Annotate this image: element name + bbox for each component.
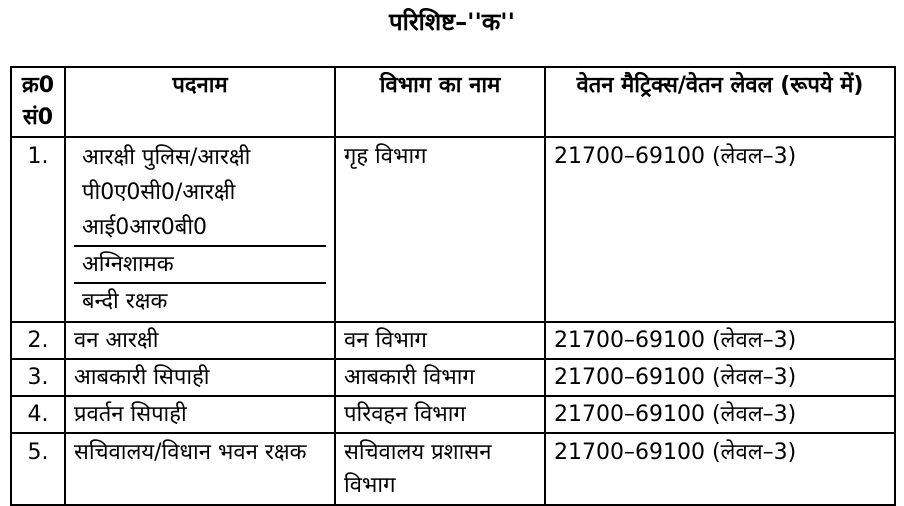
post-name-cell: आबकारी सिपाही: [65, 359, 335, 396]
posts-table: [10, 66, 896, 506]
header-post-name: पदनाम: [65, 67, 335, 137]
serial-number-cell: 1.: [11, 137, 65, 322]
table-row: [11, 322, 895, 359]
serial-number-cell: 3.: [11, 359, 65, 396]
pay-level-cell: 21700–69100 (लेवल–3): [545, 396, 895, 433]
page-title: परिशिष्ट–''क'': [388, 8, 516, 36]
department-cell: वन विभाग: [335, 322, 545, 359]
header-pay-matrix-level: वेतन मैट्रिक्स/वेतन लेवल (रूपये में): [545, 67, 895, 137]
post-name-subcell: बन्दी रक्षक: [74, 282, 326, 319]
pay-level-cell: 21700–69100 (लेवल–3): [545, 359, 895, 396]
serial-number-cell: 2.: [11, 322, 65, 359]
pay-level-cell: 21700–69100 (लेवल–3): [545, 137, 895, 322]
serial-number-cell: 5.: [11, 433, 65, 505]
table-row: [11, 137, 895, 322]
department-cell: गृह विभाग: [335, 137, 545, 322]
department-cell: आबकारी विभाग: [335, 359, 545, 396]
post-name-subcell: अग्निशामक: [74, 245, 326, 282]
post-name-subcell: आरक्षी पुलिस/आरक्षी पी0ए0सी0/आरक्षी आई0आर0बी0: [82, 145, 251, 240]
serial-number-cell: 4.: [11, 396, 65, 433]
pay-level-cell: 21700–69100 (लेवल–3): [545, 322, 895, 359]
pay-level-cell: 21700–69100 (लेवल–3): [545, 433, 895, 505]
post-name-cell: वन आरक्षी: [65, 322, 335, 359]
post-name-cell: [65, 137, 335, 322]
post-name-cell: प्रवर्तन सिपाही: [65, 396, 335, 433]
table-row: [11, 433, 895, 505]
table-row: [11, 359, 895, 396]
header-serial-number: क्र0 सं0: [11, 67, 65, 137]
department-cell: सचिवालय प्रशासन विभाग: [335, 433, 545, 505]
table-header-row: [11, 67, 895, 137]
department-cell: परिवहन विभाग: [335, 396, 545, 433]
header-department-name: विभाग का नाम: [335, 67, 545, 137]
post-name-cell: सचिवालय/विधान भवन रक्षक: [65, 433, 335, 505]
table-row: [11, 396, 895, 433]
